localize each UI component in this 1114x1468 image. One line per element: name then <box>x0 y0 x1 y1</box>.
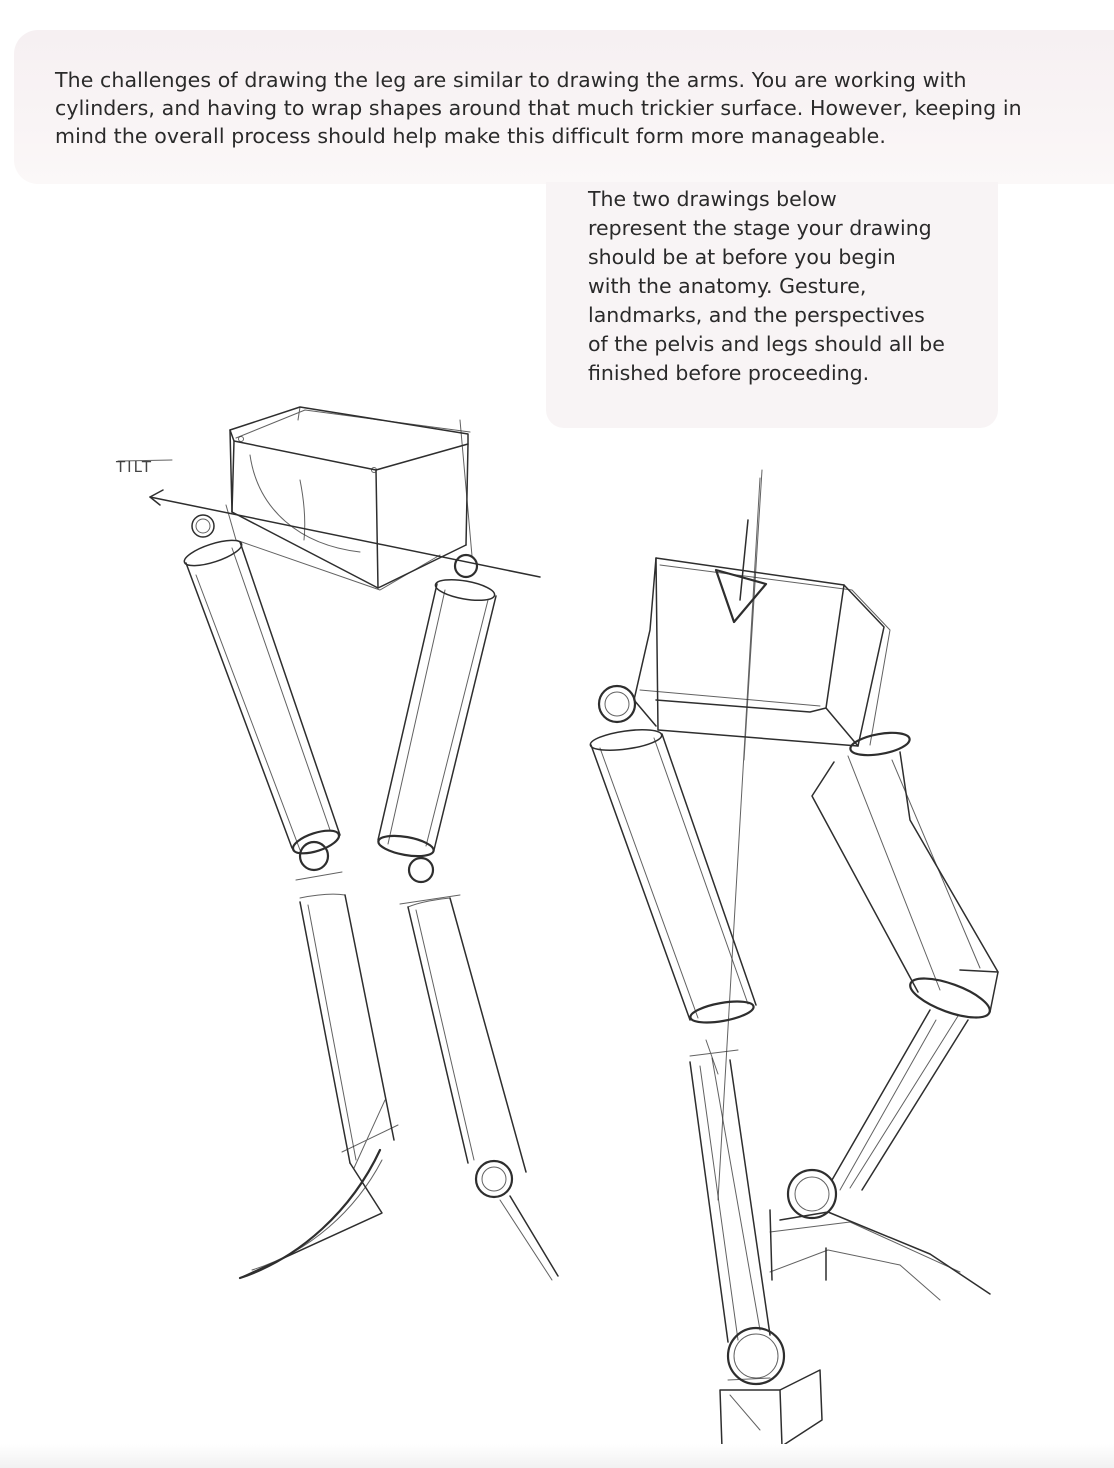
right-leg-figure <box>589 470 998 1448</box>
note-line: finished before proceeding. <box>588 361 870 385</box>
left-ankle-b <box>476 1161 512 1197</box>
left-knee-b <box>409 858 433 882</box>
center-arrow <box>740 520 748 600</box>
right-figure-thigh-b <box>812 729 998 1026</box>
right-figure-shin-b <box>770 1010 990 1300</box>
right-figure-shin-a <box>690 1058 822 1448</box>
page-bottom-shade <box>0 1444 1114 1468</box>
left-hip-joint-a <box>192 515 214 537</box>
note-line: represent the stage your drawing <box>588 216 932 240</box>
note-line: should be at before you begin <box>588 245 896 269</box>
left-leg-figure <box>115 407 558 1280</box>
left-figure-thigh-b <box>377 576 496 860</box>
note-line: of the pelvis and legs should all be <box>588 332 945 356</box>
note-line: The two drawings below <box>588 187 837 211</box>
right-pelvis-box <box>634 558 890 746</box>
tilt-line <box>150 497 540 577</box>
right-figure-thigh-a <box>589 726 756 1074</box>
left-hip-joint-b <box>455 555 477 577</box>
left-figure-shin-b <box>408 898 558 1280</box>
left-figure-shin-a <box>240 894 398 1278</box>
intro-line: cylinders, and having to wrap shapes around that much trickier surface. However, keeping in <box>55 96 1022 120</box>
right-guide-lines <box>718 470 762 1200</box>
tilt-label: TILT <box>116 458 154 476</box>
left-figure-thigh-a <box>182 535 342 858</box>
intro-line: The challenges of drawing the leg are similar to drawing the arms. You are working with <box>55 68 967 92</box>
left-pelvis-box <box>226 407 472 590</box>
note-line: landmarks, and the perspectives <box>588 303 925 327</box>
intro-line: mind the overall process should help make this difficult form more manageable. <box>55 124 887 148</box>
left-knee-a <box>300 842 328 870</box>
right-ankle-a <box>728 1328 784 1384</box>
right-hip-joint <box>599 686 635 722</box>
note-line: with the anatomy. Gesture, <box>588 274 867 298</box>
